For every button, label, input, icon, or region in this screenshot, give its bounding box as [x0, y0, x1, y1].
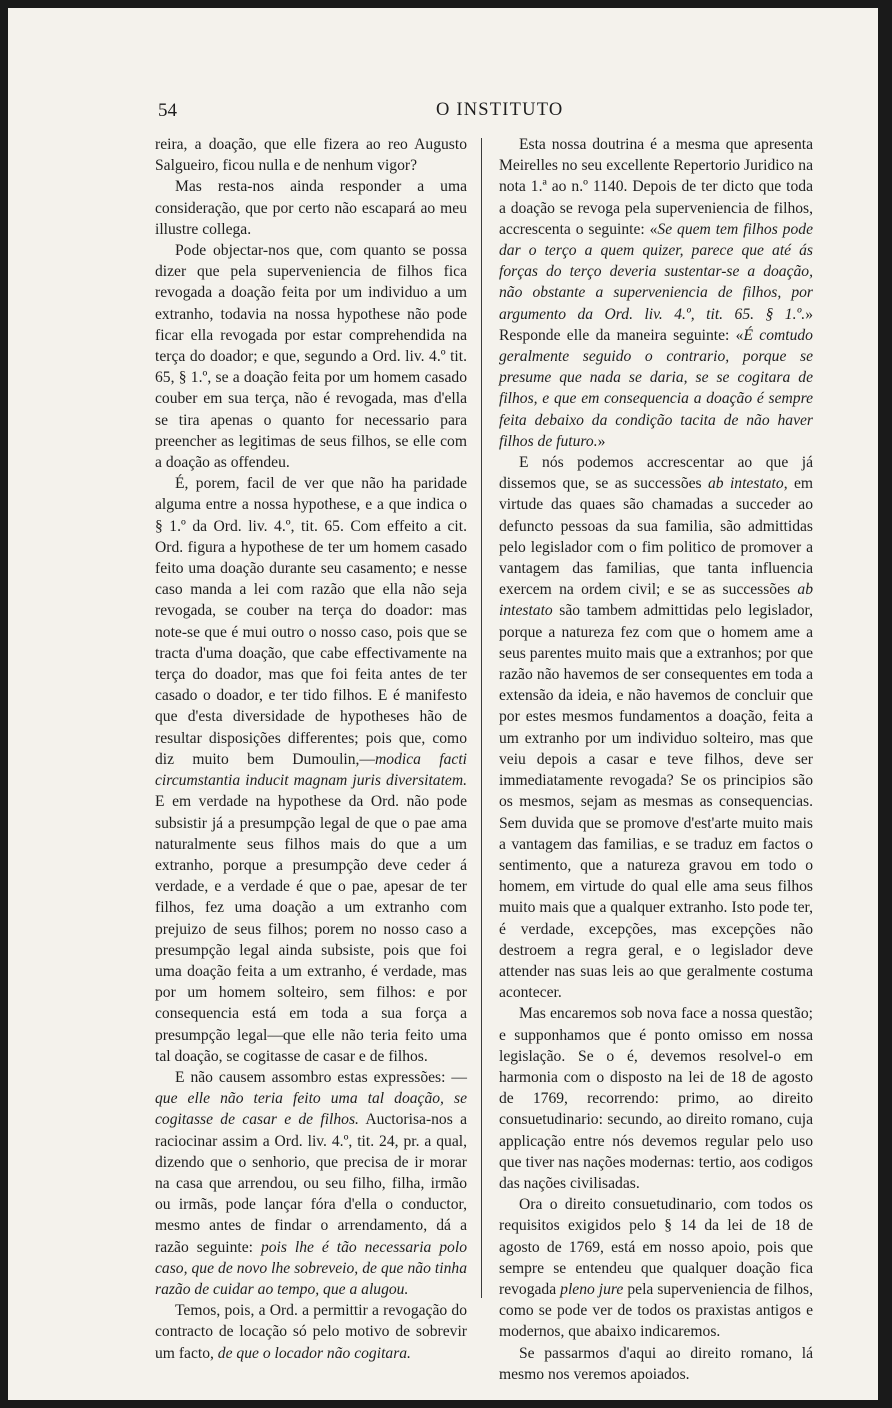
paragraph: Esta nossa doutrina é a mesma que apresenta Meirelles no seu excellente Repertorio Juridico na nota 1.ª ao n.º 1140. Depois de ter dicto que toda a doação se revoga pela superveniencia de filhos, accrescenta o seguinte: «Se quem tem filhos pode dar o terço a quem quizer, parece que até ás forças do terço deveria sustentar-se a doação, não obstante a superveniencia de filhos, por argumento da Ord. liv. 4.º, tit. 65. § 1.º.» Responde elle da maneira seguinte: «É comtudo geralmente seguido o contrario, porque se presume que nada se daria, se se cogitara de filhos, e que em consequencia a doação é sempre feita debaixo da condição tacita de não haver filhos de futuro.»	[499, 136, 813, 450]
left-column	[155, 134, 467, 1364]
paragraph: Se passarmos d'aqui ao direito romano, lá mesmo nos veremos apoiados.	[499, 1344, 813, 1383]
paragraph: Ora o direito consuetudinario, com todos os requisitos exigidos pelo § 14 da lei de 18 de agosto de 1769, está em nosso apoio, pois que sempre se entendeu que qualquer doação fica revogada pleno jure pela superveniencia de filhos, como se pode ver de todos os praxistas antigos e modernos, que abaixo indicaremos.	[499, 1196, 813, 1341]
paragraph: Mas resta-nos ainda responder a uma consideração, que por certo não escapará ao meu illustre collega.	[155, 178, 467, 238]
paragraph: E não causem assombro estas expressões: —que elle não teria feito uma tal doação, se cogitasse de casar e de filhos. Auctorisa-nos a raciocinar assim a Ord. liv. 4.º, tit. 24, pr. a qual, dizendo que o senhorio, que precisa de ir morar na casa que arrendou, ou seu filho, filha, irmão ou irmãs, pode lançar fóra d'ella o conductor, mesmo antes de findar o arrendamento, dá a razão seguinte: pois lhe é tão necessaria polo caso, que de novo lhe sobreveio, de que não tinha razão de cuidar ao tempo, que a alugou.	[155, 1068, 467, 1298]
paragraph: reira, a doação, que elle fizera ao reo Augusto Salgueiro, ficou nulla e de nenhum vigor?	[155, 136, 467, 175]
paragraph: Temos, pois, a Ord. a permittir a revogação do contracto de locação só pelo motivo de sobrevir um facto, de que o locador não cogitara.	[155, 1302, 467, 1362]
page-number: 54	[158, 100, 177, 121]
column-divider	[481, 138, 482, 1298]
paragraph: Pode objectar-nos que, com quanto se possa dizer que pela superveniencia de filhos fica revogada a doação feita por um individuo a um extranho, todavia na nossa hypothese não pode ficar ella revogada por estar comprehendida na terça do doador; e que, segundo a Ord. liv. 4.º tit. 65, § 1.º, se a doação feita por um homem casado couber em sua terça, não é revogada, mas d'ella se tira apenas o quanto for necessario para preencher as legitimas de seus filhos, se elle com a doação as offendeu.	[155, 242, 467, 472]
running-head: O INSTITUTO	[436, 100, 564, 120]
paragraph: É, porem, facil de ver que não ha paridade alguma entre a nossa hypothese, e a que indica o § 1.º da Ord. liv. 4.º, tit. 65. Com effeito a cit. Ord. figura a hypothese de ter um homem casado feito uma doação durante seu casamento; e nesse caso manda a lei com razão que ella não seja revogada, se couber na terça do doador: mas note-se que é mui outro o nosso caso, pois que se tracta d'uma doação, que cabe effectivamente na terça do doador, mas que foi feita antes de ter casado o doador, e ter tido filhos. E é manifesto que d'esta diversidade de hypotheses hão de resultar disposições differentes; pois que, como diz muito bem Dumoulin,—modica facti circumstantia inducit magnam juris diversitatem. E em verdade na hypothese da Ord. não pode subsistir já a presumpção legal de que o pae ama naturalmente seus filhos mais do que a um extranho, porque a presumpção deve ceder á verdade, e a verdade é que o pae, apesar de ter filhos, fez uma doação a um extranho com prejuizo de seus filhos; porem no nosso caso a presumpção legal ainda subsiste, pois que foi uma doação feita a um extranho, é verdade, mas por um homem solteiro, sem filhos: e por consequencia está em toda a sua força a presumpção legal—que elle não teria feito uma tal doação, se cogitasse de casar e de filhos.	[155, 475, 467, 1065]
paragraph: E nós podemos accrescentar ao que já dissemos que, se as successões ab intestato, em virtude das quaes são chamadas a succeder ao defuncto pessoas da sua familia, são admittidas pelo legislador com o fim politico de promover a vantagem das familias, que tanta influencia exercem na ordem civil; e se as successões ab intestato são tambem admittidas pelo legislador, porque a natureza fez com que o homem ame a seus parentes muito mais que a extranhos; por que razão não havemos de ser consequentes em toda a extensão da ideia, e não havemos de concluir que por estes mesmos fundamentos a doação, feita a um extranho por um individuo solteiro, mas que veiu depois a casar e teve filhos, deve ser immediatamente revogada? Se os principios são os mesmos, sejam as mesmas as consequencias. Sem duvida que se promove d'est'arte muito mais a vantagem das familias, e se traduz em factos o sentimento, que a natureza gravou em todo o homem, em virtude do qual elle ama seus filhos muito mais que a qualquer extranho. Isto pode ter, é verdade, excepções, mas excepções não destroem a regra geral, e o legislador deve attender nas suas leis ao que geralmente costuma acontecer.	[499, 454, 814, 1002]
paragraph: Mas encaremos sob nova face a nossa questão; e supponhamos que é ponto omisso em nossa legislação. Se o é, devemos resolvel-o em harmonia com o disposto na lei de 18 de agosto de 1769, recorrendo: primo, ao direito consuetudinario: secundo, ao direito romano, cuja applicação entre nós devemos regular pelo uso que tiver nas nações modernas: tertio, aos codigos das nações civilisadas.	[499, 1005, 813, 1192]
right-column	[499, 134, 813, 1385]
page-sheet	[8, 8, 878, 1400]
